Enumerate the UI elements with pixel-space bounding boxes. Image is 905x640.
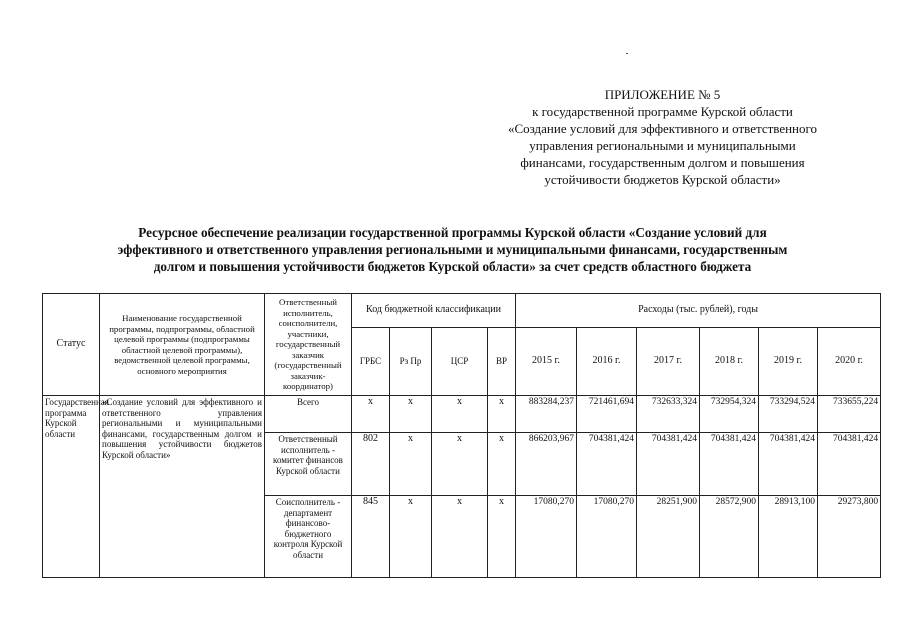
appendix-line: устойчивости бюджетов Курской области» — [544, 172, 781, 187]
header-year-2018: 2018 г. — [700, 328, 759, 396]
header-rzpr: Рз Пр — [390, 328, 432, 396]
value-2015: 866203,967 — [516, 433, 577, 496]
appendix-line: управления региональными и муниципальными — [529, 138, 796, 153]
status-cell: Государственная программа Курской области — [43, 396, 100, 578]
value-2018: 732954,324 — [700, 396, 759, 433]
document-title — [40, 224, 865, 275]
header-executor: Ответственный исполнитель, соисполнители, участники, государственный заказчик (государственный заказчик-координатор) — [265, 294, 352, 396]
executor-cell: Соисполнитель - департамент финансово-бюджетного контроля Курской области — [265, 496, 352, 578]
header-grbs: ГРБС — [352, 328, 390, 396]
vr-cell: х — [488, 496, 516, 578]
scan-speck — [626, 53, 628, 54]
value-2017: 28251,900 — [637, 496, 700, 578]
grbs-cell: 802 — [352, 433, 390, 496]
appendix-line: финансами, государственным долгом и повышения — [520, 155, 805, 170]
csr-cell: х — [432, 496, 488, 578]
resource-table — [42, 293, 881, 578]
value-2017: 732633,324 — [637, 396, 700, 433]
header-year-2016: 2016 г. — [577, 328, 637, 396]
csr-cell: х — [432, 433, 488, 496]
value-2020: 733655,224 — [818, 396, 881, 433]
header-budget-code: Код бюджетной классификации — [352, 294, 516, 328]
value-2016: 17080,270 — [577, 496, 637, 578]
value-2015: 883284,237 — [516, 396, 577, 433]
rzpr-cell: х — [390, 433, 432, 496]
value-2017: 704381,424 — [637, 433, 700, 496]
header-year-2015: 2015 г. — [516, 328, 577, 396]
vr-cell: х — [488, 433, 516, 496]
value-2019: 704381,424 — [759, 433, 818, 496]
value-2018: 704381,424 — [700, 433, 759, 496]
header-csr: ЦСР — [432, 328, 488, 396]
executor-cell: Ответственный исполнитель - комитет финансов Курской области — [265, 433, 352, 496]
value-2019: 28913,100 — [759, 496, 818, 578]
header-status: Статус — [43, 294, 100, 396]
executor-cell: Всего — [265, 396, 352, 433]
appendix-header — [465, 86, 860, 188]
vr-cell: х — [488, 396, 516, 433]
value-2018: 28572,900 — [700, 496, 759, 578]
title-line: Ресурсное обеспечение реализации государственной программы Курской области «Создание условий для — [138, 225, 767, 240]
title-line: долгом и повышения устойчивости бюджетов Курской области» за счет средств областного бюджета — [153, 259, 752, 274]
value-2016: 704381,424 — [577, 433, 637, 496]
header-year-2020: 2020 г. — [818, 328, 881, 396]
appendix-line: «Создание условий для эффективного и ответственного — [507, 121, 818, 136]
header-year-2019: 2019 г. — [759, 328, 818, 396]
value-2019: 733294,524 — [759, 396, 818, 433]
value-2020: 704381,424 — [818, 433, 881, 496]
rzpr-cell: х — [390, 396, 432, 433]
appendix-line: к государственной программе Курской области — [532, 104, 793, 119]
value-2016: 721461,694 — [577, 396, 637, 433]
program-name-cell: «Создание условий для эффективного и ответственного управления региональными и муниципальными финансами, государственным долгом и повышения устойчивости бюджетов Курской области» — [100, 396, 265, 578]
grbs-cell: х — [352, 396, 390, 433]
csr-cell: х — [432, 396, 488, 433]
header-vr: ВР — [488, 328, 516, 396]
value-2020: 29273,800 — [818, 496, 881, 578]
grbs-cell: 845 — [352, 496, 390, 578]
value-2015: 17080,270 — [516, 496, 577, 578]
header-year-2017: 2017 г. — [637, 328, 700, 396]
title-line: эффективного и ответственного управления региональными и муниципальными финансами, государственным — [117, 242, 788, 257]
header-expenses: Расходы (тыс. рублей), годы — [516, 294, 881, 328]
header-program-name: Наименование государственной программы, подпрограммы, областной целевой программы (подпрограммы областной целевой программы), ведомственной целевой программы, основного мероприятия — [100, 294, 265, 396]
header-row — [43, 294, 881, 328]
appendix-line: ПРИЛОЖЕНИЕ № 5 — [604, 87, 721, 102]
table-row — [43, 396, 881, 433]
rzpr-cell: х — [390, 496, 432, 578]
